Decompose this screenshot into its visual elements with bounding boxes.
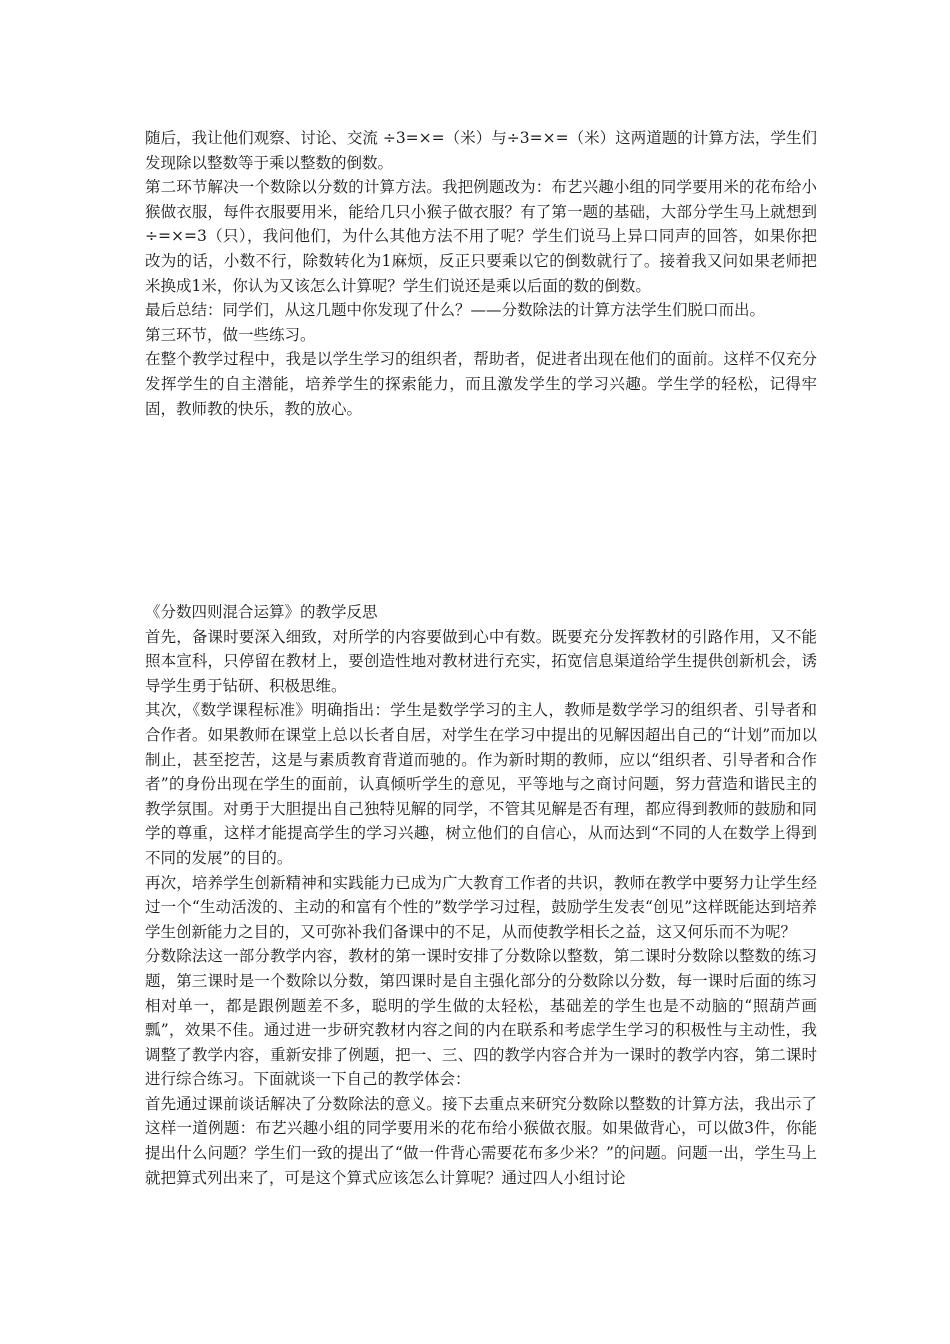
paragraph-fifth: 首先通过课前谈话解决了分数除法的意义。接下去重点来研究分数除以整数的计算方法，我出示了这样一道例题：布艺兴趣小组的同学要用米的花布给小猴做衣服。如果做背心，可以做3件，你能提出什么问题？学生们一致的提出了“做一件背心需要花布多少米？”的问题。问题一出，学生马上就把算式列出来了，可是这个算式应该怎么计算呢？通过四人小组讨论: [145, 1094, 817, 1187]
paragraph-fourth: 分数除法这一部分教学内容，教材的第一课时安排了分数除以整数，第二课时分数除以整数的练习题，第三课时是一个数除以分数，第四课时是自主强化部分的分数除以分数，每一课时后面的练习相对单一，都是跟例题差不多，聪明的学生做的太轻松，基础差的学生也是不动脑的“照葫芦画瓢”，效果不佳。通过进一步研究教材内容之间的内在联系和考虑学生学习的积极性与主动性，我调整了教学内容，重新安排了例题，把一、三、四的教学内容合并为一课时的教学内容，第二课时进行综合练习。下面就谈一下自己的教学体会：: [145, 947, 817, 1089]
section-title: 《分数四则混合运算》的教学反思: [145, 603, 378, 621]
paragraph-observe-discuss: 随后，我让他们观察、讨论、交流 ÷3=×=（米）与÷3=×=（米）这两道题的计算方法，学生们发现除以整数等于乘以整数的倒数。: [145, 129, 817, 172]
section-fraction-division: [145, 126, 817, 421]
paragraph-first: 首先，备课时要深入细致，对所学的内容要做到心中有数。既要充分发挥教材的引路作用，又不能照本宣科，只停留在教材上，要创造性地对教材进行充实，拓宽信息渠道给学生提供创新机会，诱导学生勇于钻研、积极思维。: [145, 627, 817, 695]
paragraph-conclusion: 在整个教学过程中，我是以学生学习的组织者，帮助者，促进者出现在他们的面前。这样不仅充分发挥学生的自主潜能，培养学生的探索能力，而且激发学生的学习兴趣。学生学的轻松，记得牢固，教师教的快乐，教的放心。: [145, 350, 817, 418]
paragraph-third-step: 第三环节，做一些练习。: [145, 325, 316, 344]
paragraph-second-step: 第二环节解决一个数除以分数的计算方法。我把例题改为：布艺兴趣小组的同学要用米的花布给小猴做衣服，每件衣服要用米，能给几只小猴子做衣服？有了第一题的基础，大部分学生马上就想到÷=×=3（只），我问他们，为什么其他方法不用了呢？学生们说马上异口同声的回答，如果你把改为的话，小数不行，除数转化为1麻烦，反正只要乘以它的倒数就行了。接着我又问如果老师把米换成1米，你认为又该怎么计算呢？学生们说还是乘以后面的数的倒数。: [145, 178, 817, 295]
paragraph-third: 再次，培养学生创新精神和实践能力已成为广大教育工作者的共识，教师在教学中要努力让学生经过一个“生动活泼的、主动的和富有个性的”数学学习过程，鼓励学生发表“创见”这样既能达到培养学生创新能力之目的，又可弥补我们备课中的不足，从而使教学相长之益，这又何乐而不为呢？: [145, 873, 817, 941]
section-mixed-operations-reflection: [145, 600, 817, 1190]
paragraph-second: 其次，《数学课程标准》明确指出：学生是数学学习的主人，教师是数学学习的组织者、引导者和合作者。如果教师在课堂上总以长者自居，对学生在学习中提出的见解因超出自己的“计划”而加以制止，甚至挖苦，这是与素质教育背道而驰的。作为新时期的教师，应以“组织者、引导者和合作者”的身份出现在学生的面前，认真倾听学生的意见，平等地与之商讨问题，努力营造和谐民主的教学氛围。对勇于大胆提出自己独特见解的同学，不管其见解是否有理，都应得到教师的鼓励和同学的尊重，这样才能提高学生的学习兴趣，树立他们的自信心，从而达到“不同的人在数学上得到不同的发展”的目的。: [145, 701, 817, 867]
paragraph-summary: 最后总结：同学们，从这几题中你发现了什么？——分数除法的计算方法学生们脱口而出。: [145, 301, 766, 320]
